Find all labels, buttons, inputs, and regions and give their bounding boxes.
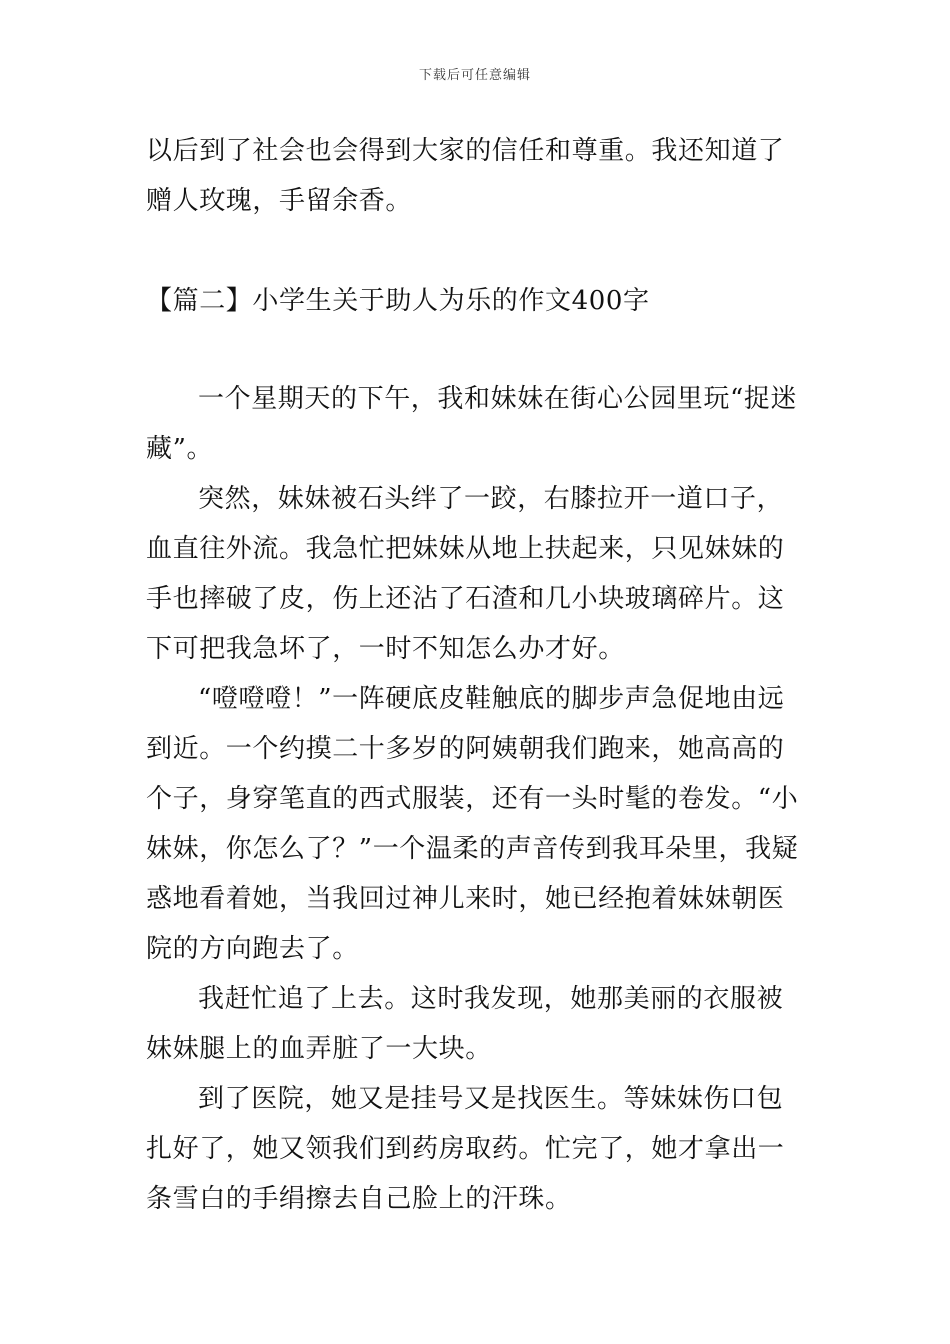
essay-paragraph-2: 突然，妹妹被石头绊了一跤，右膝拉开一道口子，血直往外流。我急忙把妹妹从地上扶起来，只见妹妹的手也摔破了皮，伤上还沾了石渣和几小块玻璃碎片。这下可把我急坏了，一时不知怎么办才好。	[146, 484, 785, 664]
essay-paragraph-1: 一个星期天的下午，我和妹妹在街心公园里玩“捉迷藏”。	[146, 384, 798, 464]
essay-paragraph-5: 到了医院，她又是挂号又是找医生。等妹妹伤口包扎好了，她又领我们到药房取药。忙完了，她才拿出一条雪白的手绢擦去自己脸上的汗珠。	[146, 1084, 785, 1214]
essay-body	[146, 374, 806, 1224]
header-note: 下载后可任意编辑	[418, 68, 531, 83]
continued-paragraph-block	[146, 126, 806, 226]
essay-paragraph-3: “噔噔噔！”一阵硬底皮鞋触底的脚步声急促地由远到近。一个约摸二十多岁的阿姨朝我们跑来，她高高的个子，身穿笔直的西式服装，还有一头时髦的卷发。“小妹妹，你怎么了？”一个温柔的声音传到我耳朵里，我疑惑地看着她，当我回过神儿来时，她已经抱着妹妹朝医院的方向跑去了。	[146, 684, 799, 964]
section-title: 【篇二】小学生关于助人为乐的作文400字	[146, 286, 650, 316]
essay-paragraph-4: 我赶忙追了上去。这时我发现，她那美丽的衣服被妹妹腿上的血弄脏了一大块。	[146, 984, 784, 1064]
continued-paragraph: 以后到了社会也会得到大家的信任和尊重。我还知道了赠人玫瑰，手留余香。	[146, 136, 785, 216]
